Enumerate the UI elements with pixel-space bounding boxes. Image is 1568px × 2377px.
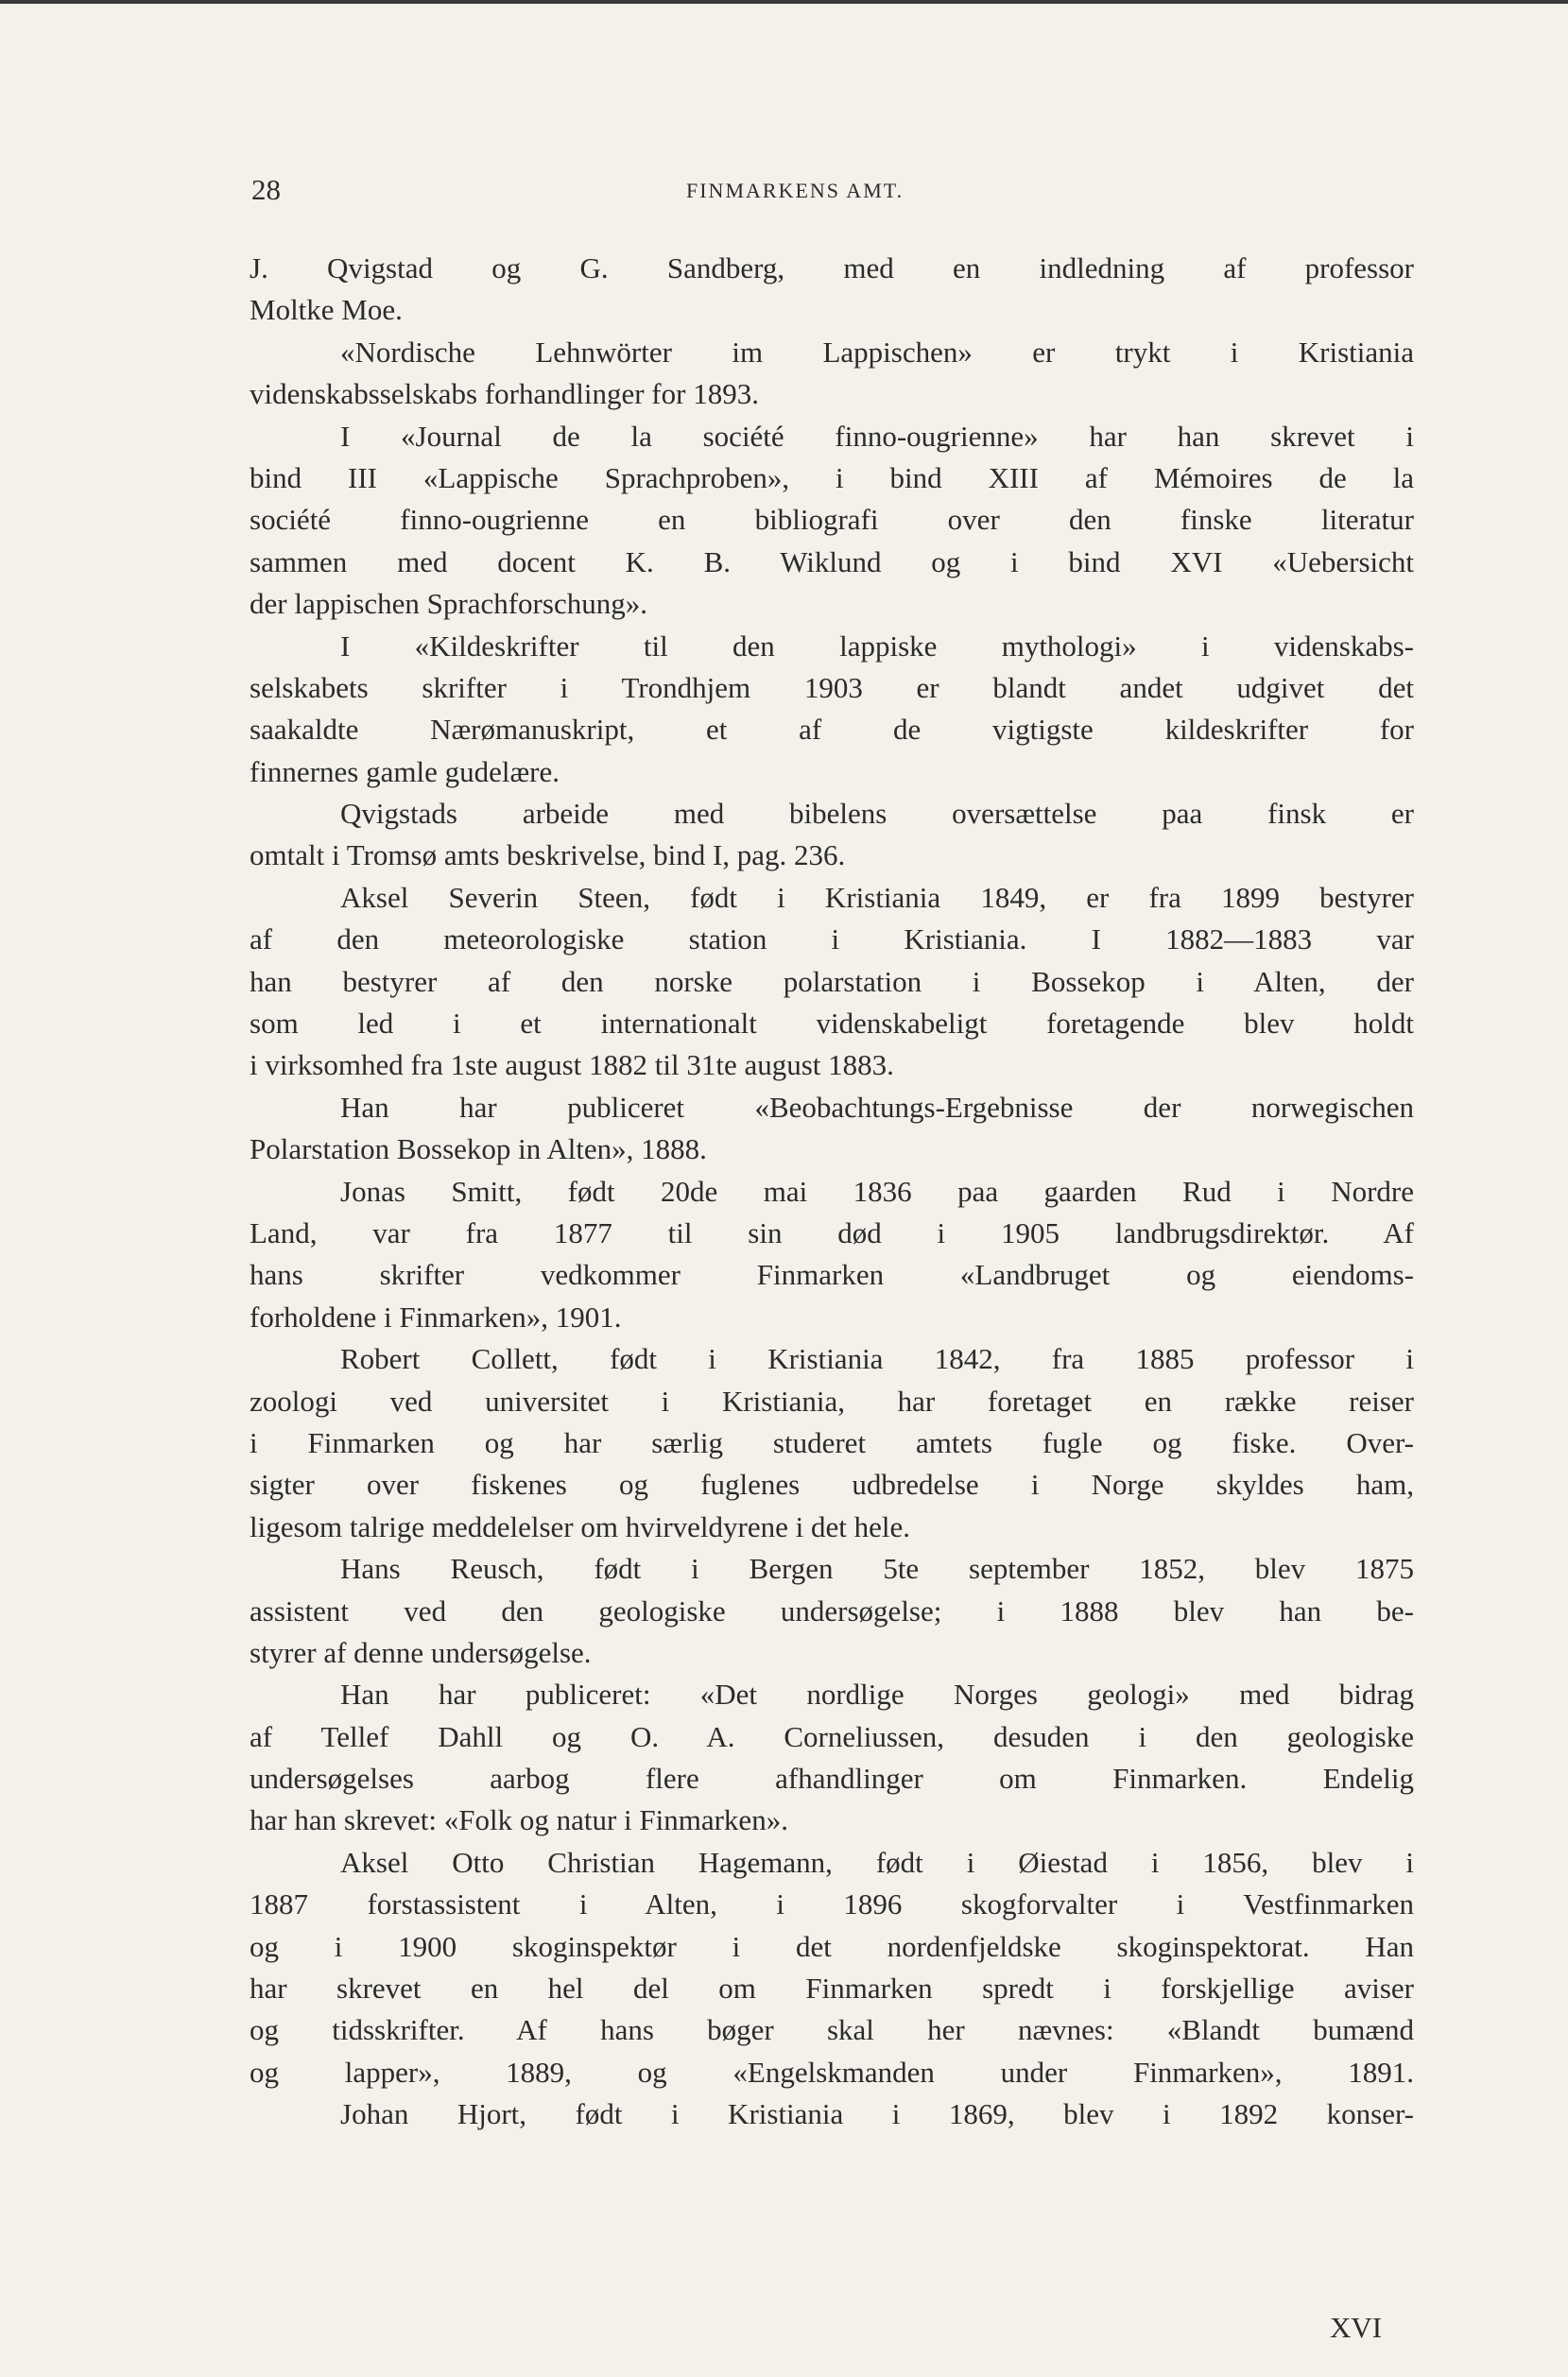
text-line: Hans Reusch, født i Bergen 5te september 1852, blev 1875: [340, 1552, 1414, 1586]
text-line: i Finmarken og har særlig studeret amtets fugle og fiske. Over-: [250, 1425, 1414, 1459]
text-line: Land, var fra 1877 til sin død i 1905 landbrugsdirektør. Af: [250, 1215, 1414, 1249]
text-line: styrer af denne undersøgelse.: [250, 1635, 592, 1669]
page-number: 28: [251, 173, 281, 206]
text-line: assistent ved den geologiske undersøgelse; i 1888 blev han be-: [250, 1593, 1414, 1628]
text-line: Han har publiceret: «Det nordlige Norges geologi» med bidrag: [340, 1678, 1414, 1712]
text-line: I «Journal de la société finno-ougrienne» har han skrevet i: [340, 419, 1414, 453]
text-line: videnskabsselskabs forhandlinger for 1893.: [250, 377, 759, 411]
text-line: société finno-ougrienne en bibliografi over den finske literatur: [250, 503, 1414, 537]
text-line: der lappischen Sprachforschung».: [250, 587, 647, 621]
text-line: I «Kildeskrifter til den lappiske mythologi» i videnskabs-: [340, 629, 1414, 663]
signature-mark: XVI: [1330, 2311, 1383, 2344]
text-line: som led i et internationalt videnskabeligt foretagende blev holdt: [250, 1007, 1414, 1041]
scan-edge: [0, 0, 1568, 4]
text-line: zoologi ved universitet i Kristiania, har foretaget en række reiser: [250, 1384, 1414, 1418]
text-line: «Nordische Lehnwörter im Lappischen» er trykt i Kristiania: [340, 335, 1414, 369]
text-line: Qvigstads arbeide med bibelens oversættelse paa finsk er: [340, 797, 1414, 831]
text-line: i virksomhed fra 1ste august 1882 til 31te august 1883.: [250, 1048, 894, 1082]
text-line: undersøgelses aarbog flere afhandlinger om Finmarken. Endelig: [250, 1762, 1414, 1796]
text-line: af Tellef Dahll og O. A. Corneliussen, desuden i den geologiske: [250, 1719, 1414, 1753]
text-line: har skrevet en hel del om Finmarken spredt i forskjellige aviser: [250, 1972, 1414, 2006]
text-line: og lapper», 1889, og «Engelskmanden under Finmarken», 1891.: [250, 2055, 1414, 2089]
text-line: saakaldte Nærømanuskript, et af de vigtigste kildeskrifter for: [250, 713, 1414, 747]
text-line: selskabets skrifter i Trondhjem 1903 er blandt andet udgivet det: [250, 670, 1414, 704]
text-line: ligesom talrige meddelelser om hvirveldyrene i det hele.: [250, 1509, 910, 1543]
text-line: har han skrevet: «Folk og natur i Finmarken».: [250, 1803, 788, 1837]
text-line: af den meteorologiske station i Kristiania. I 1882—1883 var: [250, 922, 1414, 956]
text-line: Polarstation Bossekop in Alten», 1888.: [250, 1132, 707, 1166]
body-text: [250, 248, 1414, 2136]
page-header: [251, 173, 1414, 211]
text-line: og i 1900 skoginspektør i det nordenfjeldske skoginspektorat. Han: [250, 1929, 1414, 1963]
text-line: sigter over fiskenes og fuglenes udbredelse i Norge skyldes ham,: [250, 1468, 1414, 1502]
text-line: bind III «Lappische Sprachproben», i bind XIII af Mémoires de la: [250, 460, 1414, 494]
text-line: omtalt i Tromsø amts beskrivelse, bind I, pag. 236.: [250, 838, 846, 872]
text-line: og tidsskrifter. Af hans bøger skal her nævnes: «Blandt bumænd: [250, 2013, 1414, 2047]
text-line: 1887 forstassistent i Alten, i 1896 skogforvalter i Vestfinmarken: [250, 1887, 1414, 1921]
text-line: Aksel Otto Christian Hagemann, født i Øiestad i 1856, blev i: [340, 1845, 1414, 1879]
running-title: FINMARKENS AMT.: [686, 179, 905, 202]
text-line: Han har publiceret «Beobachtungs-Ergebnisse der norwegischen: [340, 1090, 1414, 1124]
text-line: sammen med docent K. B. Wiklund og i bind XVI «Uebersicht: [250, 544, 1414, 578]
text-line: forholdene i Finmarken», 1901.: [250, 1300, 622, 1334]
text-line: Johan Hjort, født i Kristiania i 1869, blev i 1892 konser-: [340, 2097, 1414, 2131]
text-line: Moltke Moe.: [250, 293, 403, 327]
text-line: hans skrifter vedkommer Finmarken «Landbruget og eiendoms-: [250, 1258, 1414, 1292]
text-line: Jonas Smitt, født 20de mai 1836 paa gaarden Rud i Nordre: [340, 1174, 1414, 1208]
text-line: han bestyrer af den norske polarstation i Bossekop i Alten, der: [250, 964, 1414, 998]
text-line: finnernes gamle gudelære.: [250, 754, 560, 788]
text-line: Aksel Severin Steen, født i Kristiania 1849, er fra 1899 bestyrer: [340, 880, 1414, 914]
text-line: Robert Collett, født i Kristiania 1842, fra 1885 professor i: [340, 1342, 1414, 1376]
text-line: J. Qvigstad og G. Sandberg, med en indledning af professor: [250, 251, 1414, 284]
